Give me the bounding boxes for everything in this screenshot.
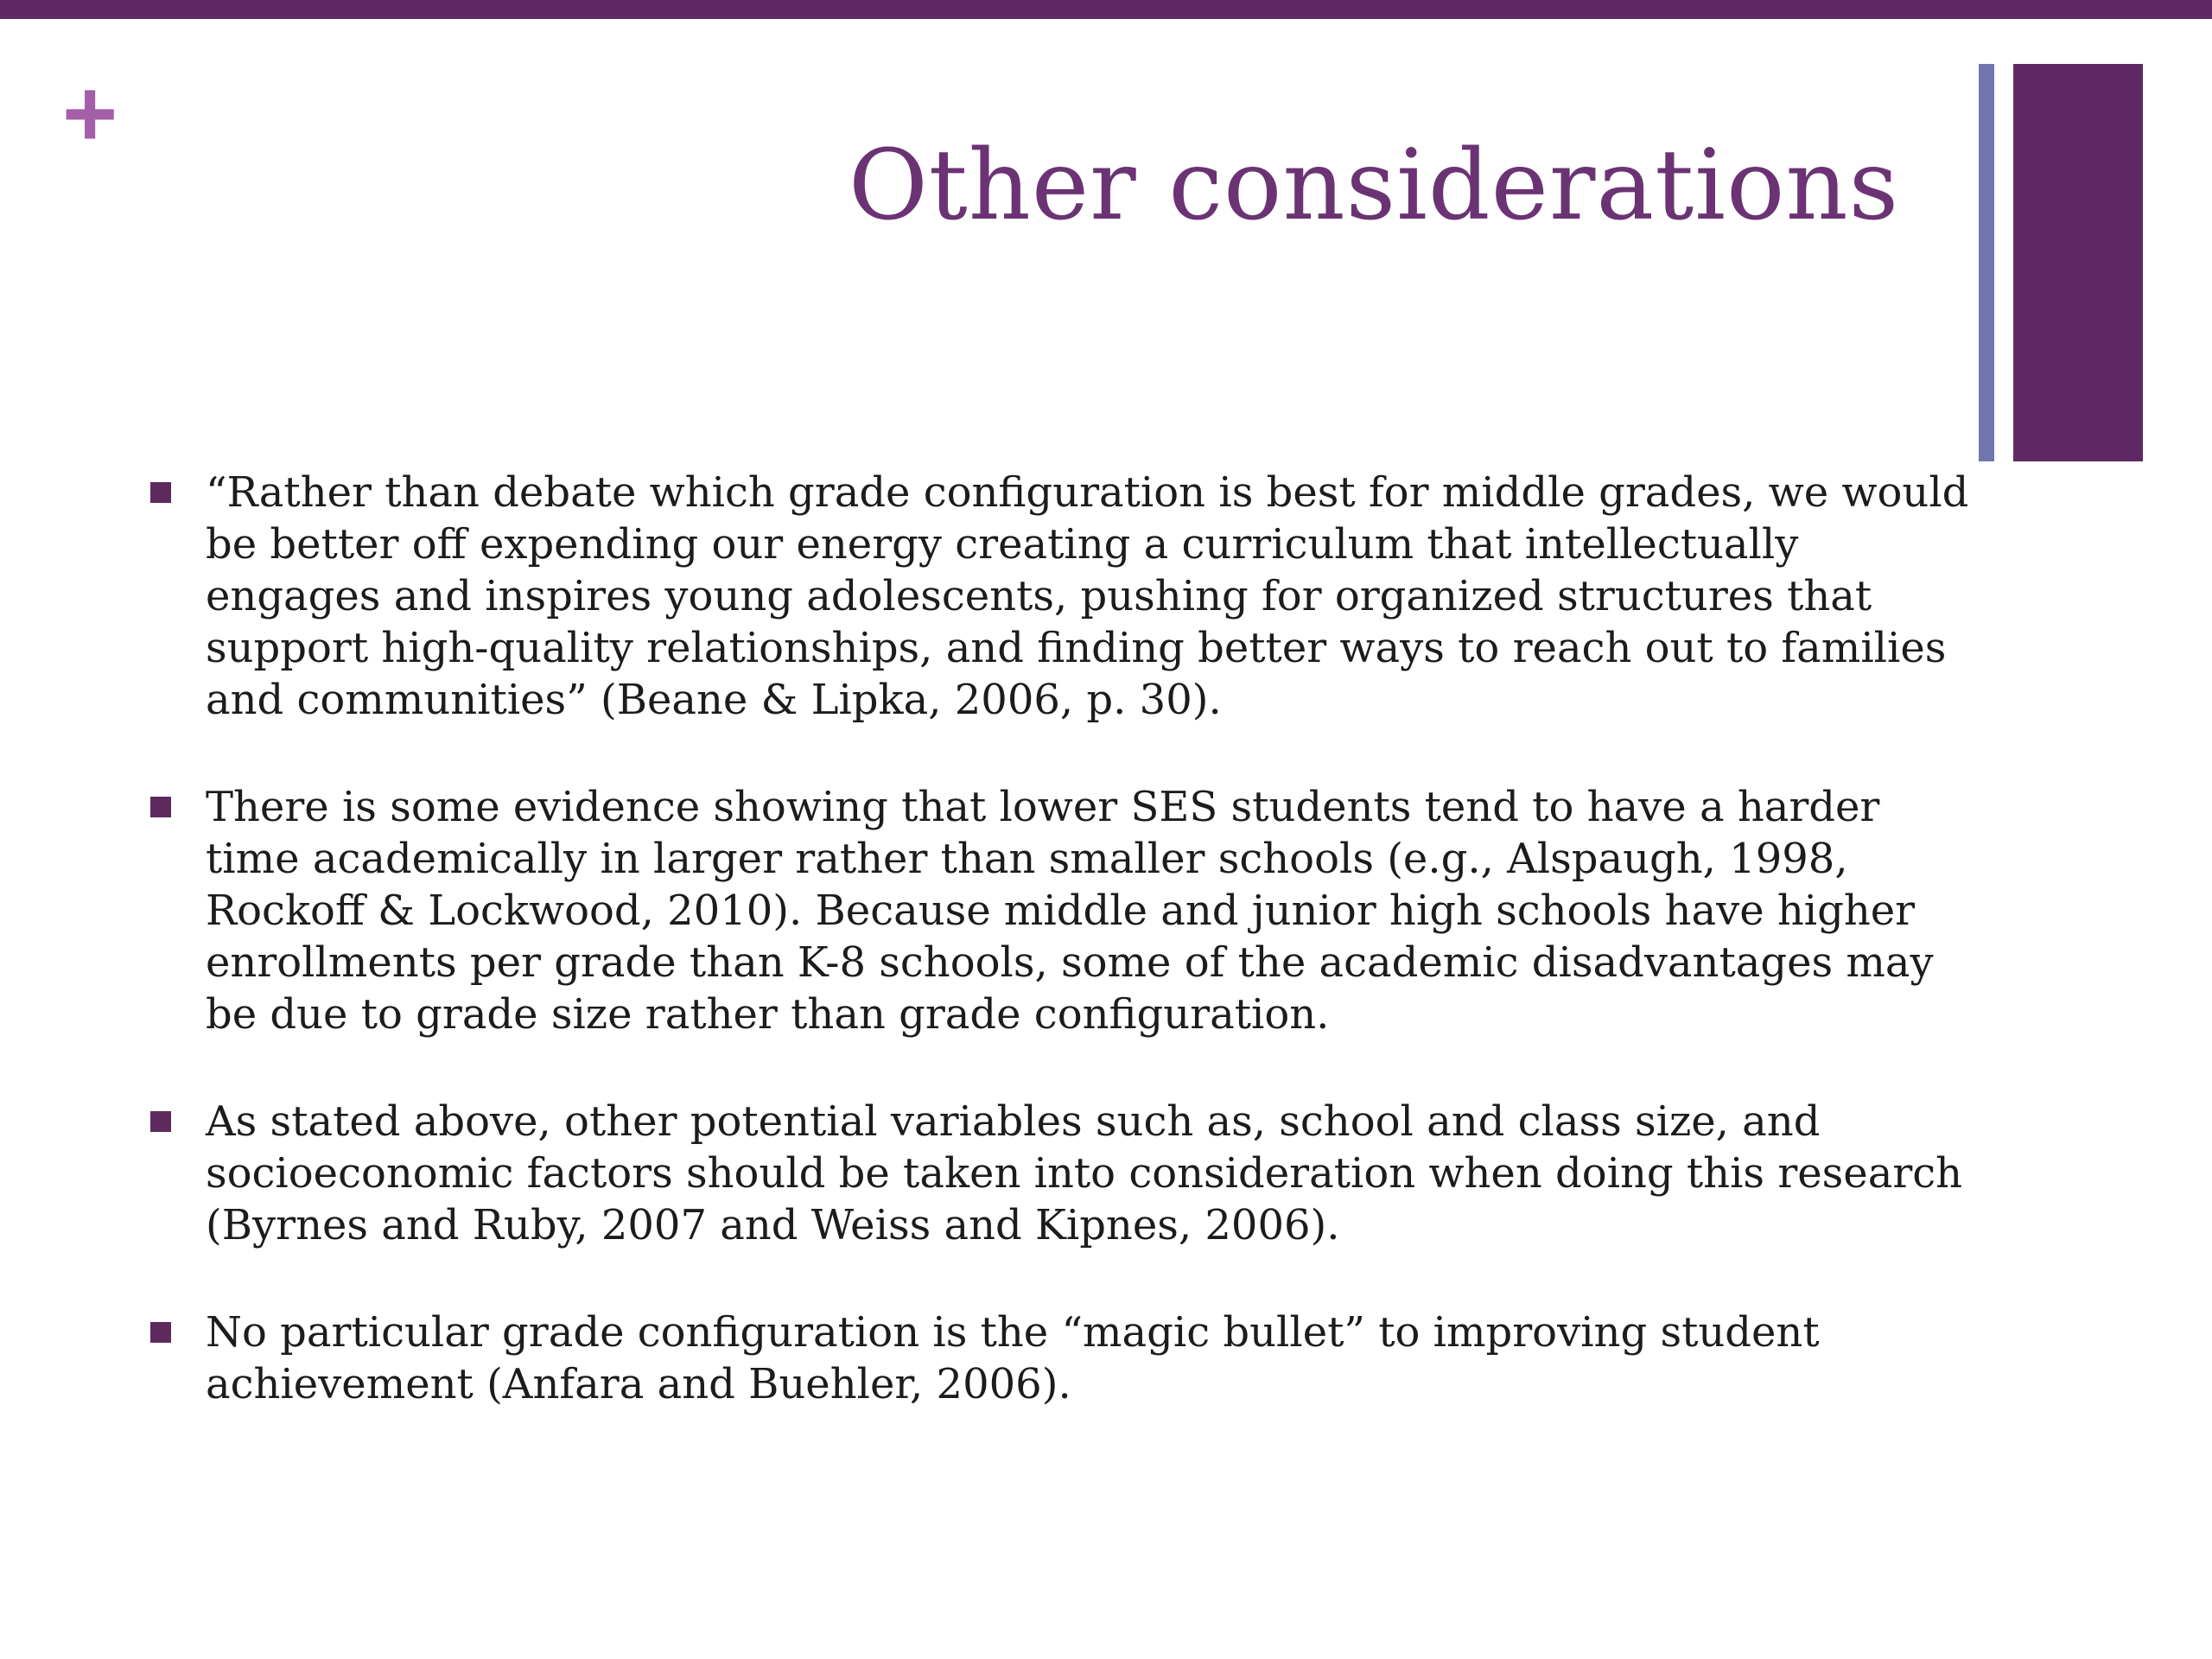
plus-ornament-icon: + bbox=[62, 60, 118, 167]
list-item bbox=[150, 1096, 1970, 1251]
bullet-square-icon bbox=[150, 1111, 171, 1132]
bullet-text: “Rather than debate which grade configuration is best for middle grades, we would be better off expending our energy creating a curriculum that intellectually engages and inspires young adolescents, pushing for organized structures that support high-quality relationships, and finding better ways to reach out to families and communities” (Beane & Lipka, 2006, p. 30). bbox=[206, 468, 1969, 724]
right-accent-bar-wide bbox=[2013, 64, 2143, 461]
list-item bbox=[150, 1306, 1970, 1410]
bullet-list bbox=[150, 467, 1970, 1465]
bullet-text: There is some evidence showing that lower SES students tend to have a harder time academically in larger rather than smaller schools (e.g., Alspaugh, 1998, Rockoff & Lockwood, 2010). Because middle and junior high schools have higher enrollments per grade than K-8 schools, some of the academic disadvantages may be due to grade size rather than grade configuration. bbox=[206, 783, 1934, 1039]
right-accent-bar-thin bbox=[1979, 64, 1994, 461]
title-container bbox=[536, 130, 2212, 242]
bullet-square-icon bbox=[150, 1322, 171, 1343]
page-title: Other considerations bbox=[848, 130, 1900, 242]
bullet-square-icon bbox=[150, 482, 171, 503]
bullet-square-icon bbox=[150, 797, 171, 817]
top-accent-bar bbox=[0, 0, 2212, 19]
bullet-text: No particular grade configuration is the “magic bullet” to improving student achievement (Anfara and Buehler, 2006). bbox=[206, 1308, 1820, 1408]
bullet-text: As stated above, other potential variables such as, school and class size, and socioeconomic factors should be taken into consideration when doing this research (Byrnes and Ruby, 2007 and Weiss and Kipnes, 2006). bbox=[206, 1097, 1963, 1249]
list-item bbox=[150, 781, 1970, 1040]
list-item bbox=[150, 467, 1970, 726]
